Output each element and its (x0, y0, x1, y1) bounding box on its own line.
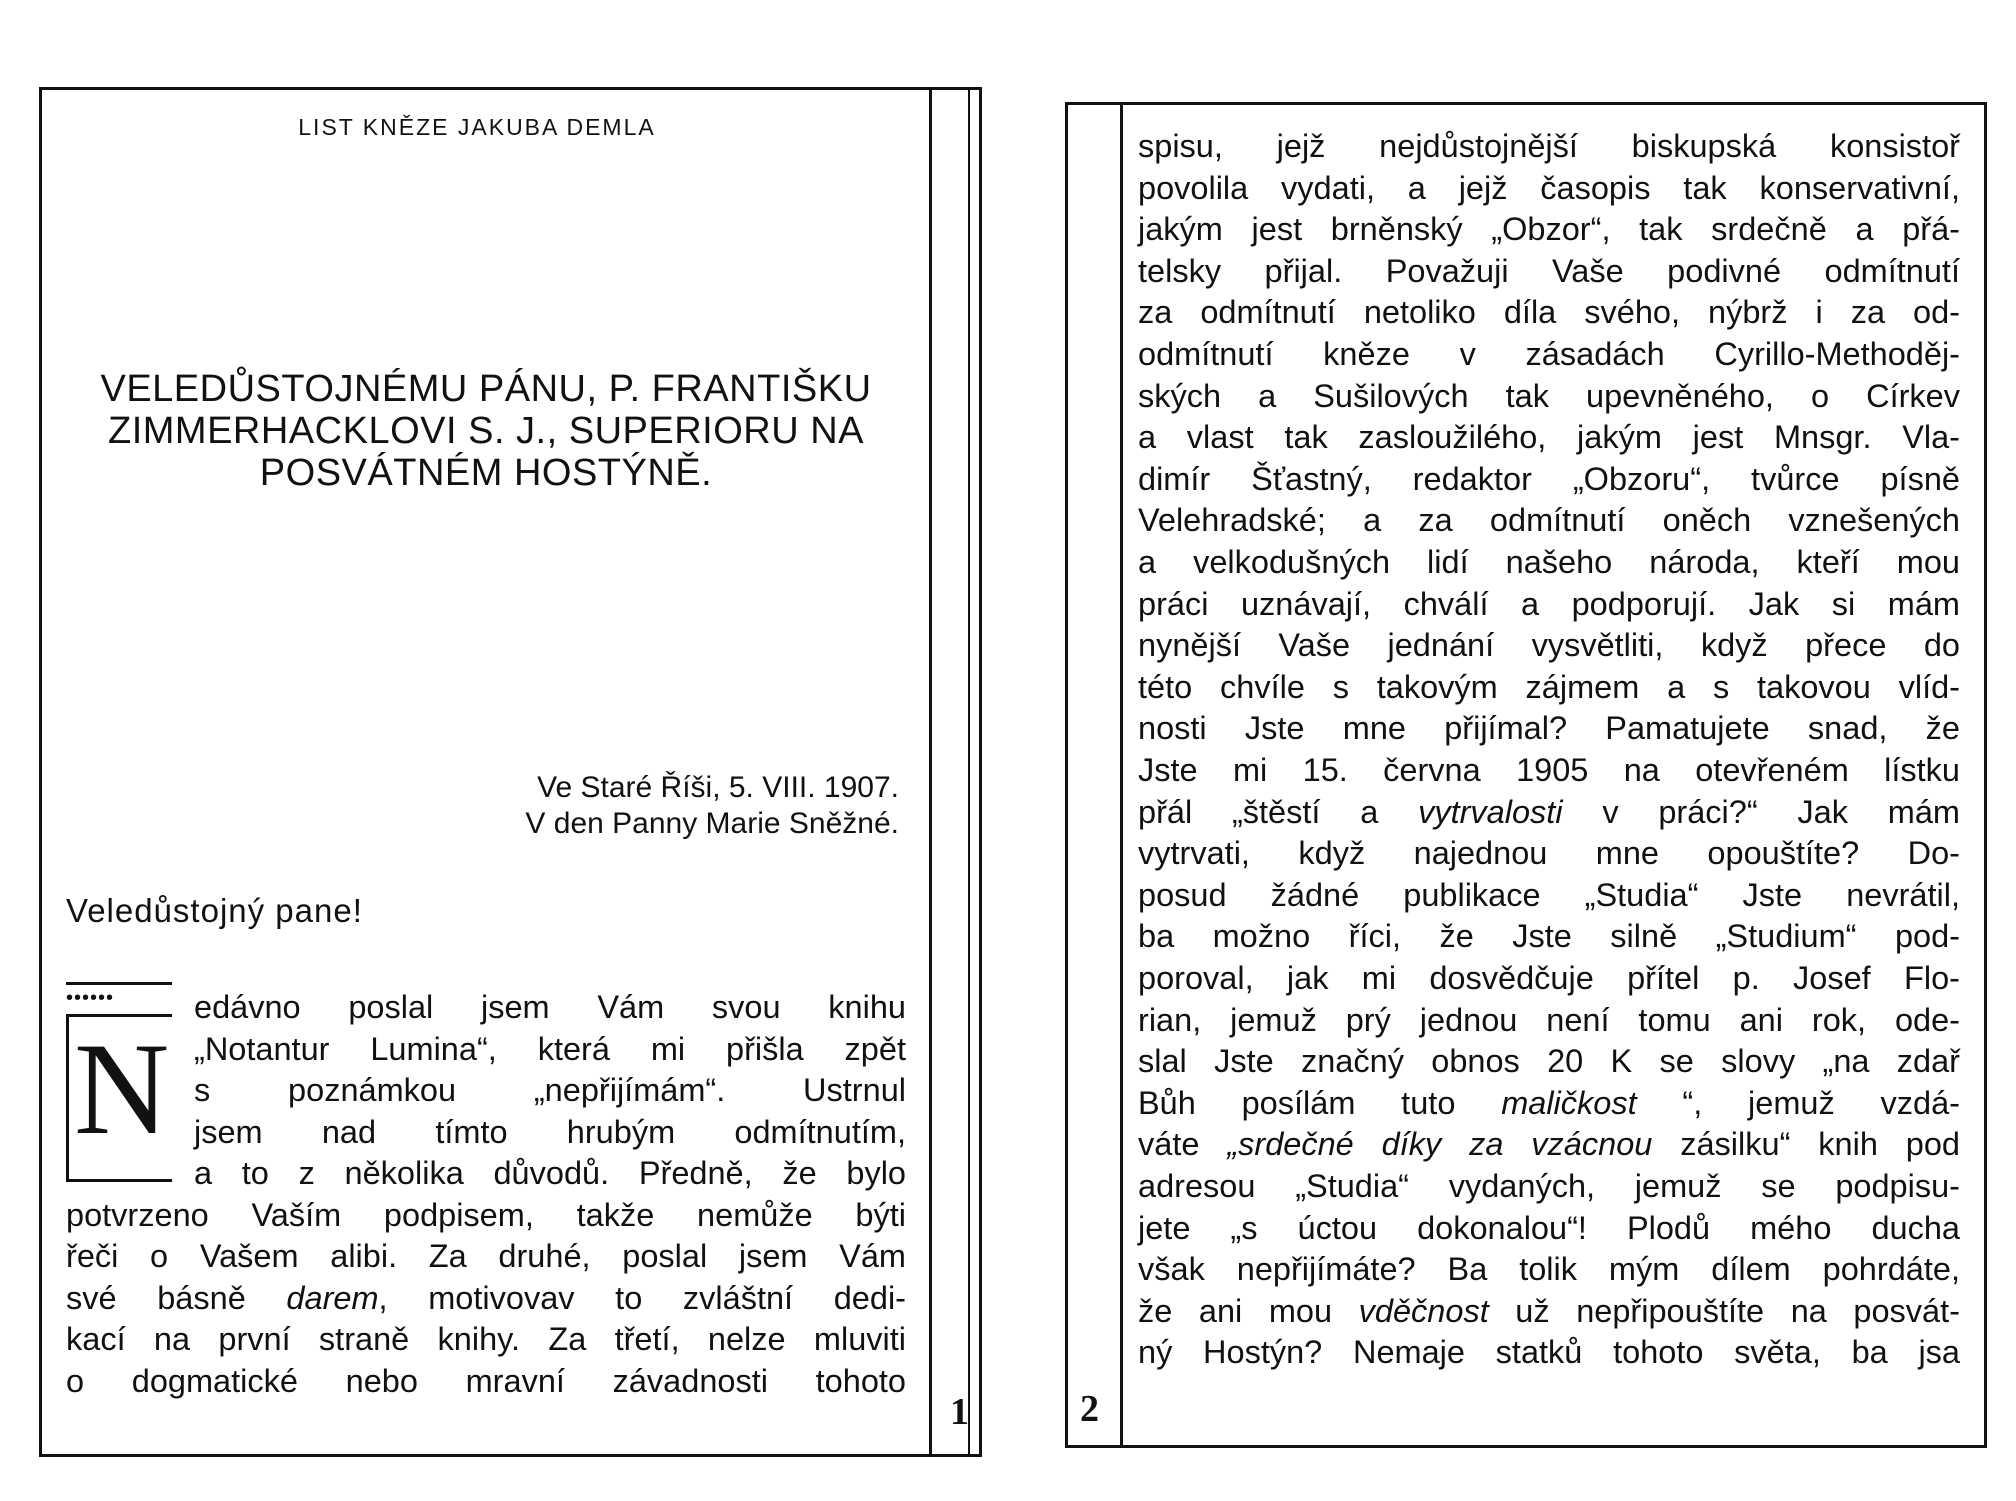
page-left (39, 87, 982, 1457)
body-line: vytrvati, když najednou mne opouštíte? Do- (1138, 835, 1960, 872)
drop-cap-letter: N (74, 1015, 170, 1162)
margin-column (1068, 105, 1123, 1445)
body-line: a velkodušných lidí našeho národa, kteří mou (1138, 544, 1960, 580)
body-line: adresou „Studia“ vydaných, jemuž se podpisu- (1138, 1168, 1960, 1204)
body-line: slal Jste značný obnos 20 K se slovy „na zdař (1138, 1043, 1960, 1080)
body-line: práci uznávají, chválí a podporují. Jak si mám (1138, 585, 1960, 622)
body-line: s poznámkou „nepřijímám“. Ustrnul (194, 1072, 906, 1108)
body-line: a vlast tak zasloužilého, jakým jest Mnsgr. Vla- (1138, 419, 1960, 456)
body-line: za odmítnutí netoliko díla svého, nýbrž i za od- (1138, 294, 1960, 331)
body-line: posud žádné publikace „Studia“ Jste nevrátil, (1138, 876, 1960, 913)
body-line: telsky přijal. Považuji Vaše podivné odmítnutí (1138, 252, 1960, 289)
body-line: o dogmatické nebo mravní závadnosti tohoto (66, 1362, 906, 1399)
running-header: LIST KNĚZE JAKUBA DEMLA (298, 114, 656, 140)
body-line: potvrzeno Vaším podpisem, takže nemůže býti (66, 1196, 906, 1233)
body-line: jete „s úctou dokonalou“! Plodů mého ducha (1138, 1209, 1960, 1246)
drop-cap (66, 982, 172, 1182)
body-line: ba možno říci, že Jste silně „Studium“ pod- (1138, 918, 1960, 955)
body-line: poroval, jak mi dosvědčuje přítel p. Josef Flo- (1138, 960, 1960, 996)
body-line: edávno poslal jsem Vám svou knihu (194, 989, 906, 1025)
body-line: a to z několika důvodů. Předně, že bylo (194, 1155, 906, 1191)
body-line: řeči o Vašem alibi. Za druhé, poslal jsem Vám (66, 1238, 906, 1274)
body-line: že ani mou vděčnost už nepřipouštíte na posvát- (1138, 1292, 1960, 1329)
salutation: Veledůstojný pane! (66, 892, 363, 929)
body-line: odmítnutí kněze v zásadách Cyrillo-Methoděj- (1138, 336, 1960, 372)
body-line: jakým jest brněnský „Obzor“, tak srdečně a přá- (1138, 211, 1960, 248)
page-right (1065, 102, 1987, 1448)
page-number: 1 (950, 1391, 969, 1433)
body-line: Jste mi 15. června 1905 na otevřeném lístku (1138, 752, 1960, 788)
body-line: ný Hostýn? Nemaje statků tohoto světa, ba jsa (1138, 1334, 1960, 1371)
body-line: ských a Sušilových tak upevněného, o Církev (1138, 377, 1960, 414)
body-line: Bůh posílám tuto maličkost “, jemuž vzdá- (1138, 1084, 1960, 1121)
body-line: povolila vydati, a jejž časopis tak konservativní, (1138, 169, 1960, 206)
body-line: přál „štěstí a vytrvalosti v práci?“ Jak mám (1138, 793, 1960, 830)
body-line: Velehradské; a za odmítnutí oněch vznešených (1138, 502, 1960, 539)
body-line: své básně darem, motivovav to zvláštní dedi- (66, 1279, 907, 1316)
body-line: této chvíle s takovým zájmem a s takovou vlíd- (1138, 668, 1960, 705)
body-line: rian, jemuž prý jednou není tomu ani rok, ode- (1138, 1001, 1960, 1038)
body-line: „Notantur Lumina“, která mi přišla zpět (194, 1030, 906, 1067)
body-line: jsem nad tímto hrubým odmítnutím, (194, 1113, 906, 1150)
body-line: váte „srdečné díky za vzácnou zásilku“ knih pod (1138, 1126, 1960, 1163)
page-number: 2 (1080, 1388, 1099, 1430)
body-line: však nepřijímáte? Ba tolik mým dílem pohrdáte, (1138, 1251, 1960, 1288)
body-line: nynější Vaše jednání vysvětliti, když přece do (1138, 627, 1960, 664)
body-line: dimír Šťastný, redaktor „Obzoru“, tvůrce písně (1138, 460, 1960, 497)
body-line: spisu, jejž nejdůstojnější biskupská konsistoř (1138, 128, 1960, 164)
body-line: nosti Jste mne přijímal? Pamatujete snad, že (1138, 710, 1960, 747)
margin-column (929, 90, 979, 1454)
ornament-dots: •••••• (66, 987, 115, 1009)
addressee-heading: VELEDŮSTOJNÉMU PÁNU, P. FRANTIŠKU ZIMMERHACKLOVI S. J., SUPERIORU NA POSVÁTNÉM HOSTÝNĚ. (100, 368, 872, 494)
dateline: Ve Staré Říši, 5. VIII. 1907. V den Panny Marie Sněžné. (525, 771, 899, 840)
body-line: kací na první straně knihy. Za třetí, nelze mluviti (66, 1321, 906, 1357)
